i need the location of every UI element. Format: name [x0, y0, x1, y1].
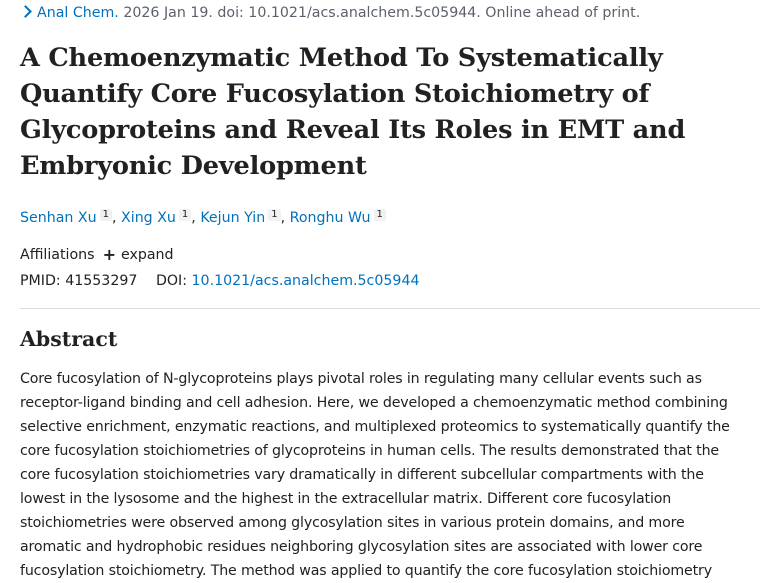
abstract-line: stoichiometries were observed among glycosylation sites in various protein domains, and more: [20, 515, 685, 531]
title-line: A Chemoenzymatic Method To Systematically: [20, 43, 663, 73]
abstract-heading: Abstract: [20, 327, 118, 351]
expand-label: expand: [120, 247, 174, 263]
citation-line: [20, 4, 640, 22]
citation-details: 2026 Jan 19. doi: 10.1021/acs.analchem.5c05944. Online ahead of print.: [118, 5, 641, 21]
author-link[interactable]: Senhan Xu: [20, 210, 97, 226]
author-separator: ,: [280, 210, 290, 226]
abstract-text: [20, 367, 742, 583]
identifiers-row: [20, 271, 420, 291]
abstract-line: aromatic and hydrophobic residues neighboring glycosylation sites are associated with lower core: [20, 539, 703, 555]
title-line: Glycoproteins and Reveal Its Roles in EMT and: [20, 115, 686, 145]
author-link[interactable]: Ronghu Wu: [289, 210, 371, 226]
author-link[interactable]: Kejun Yin: [200, 210, 266, 226]
abstract-line: core fucosylation stoichiometries vary dramatically in different subcellular compartments with the: [20, 467, 704, 483]
abstract-line: lowest in the lysosome and the highest in the extracellular matrix. Different core fucosylation: [20, 491, 672, 507]
journal-link[interactable]: Anal Chem.: [37, 5, 119, 21]
doi-label: DOI:: [155, 273, 187, 289]
doi-link[interactable]: 10.1021/acs.analchem.5c05944: [191, 273, 420, 289]
affiliation-ref[interactable]: 1: [179, 209, 191, 221]
title-line: Embryonic Development: [20, 151, 367, 181]
expand-affiliations-button[interactable]: [103, 247, 174, 263]
author-separator: ,: [191, 210, 201, 226]
affiliation-ref[interactable]: 1: [374, 209, 386, 221]
plus-icon: +: [102, 245, 116, 264]
pmid-label: PMID:: [20, 273, 61, 289]
affiliations-row: [20, 244, 174, 265]
abstract-line: selective enrichment, enzymatic reactions, and multiplexed proteomics to systematically quantify the: [20, 419, 730, 435]
author-list: [20, 208, 386, 228]
affiliations-label: Affiliations: [20, 247, 95, 263]
section-divider: [20, 308, 760, 309]
abstract-line: core fucosylation stoichiometries of glycoproteins in human cells. The results demonstrated that the: [20, 443, 719, 459]
author-separator: ,: [112, 210, 122, 226]
author-link[interactable]: Xing Xu: [121, 210, 176, 226]
affiliation-ref[interactable]: 1: [100, 209, 112, 221]
abstract-line: receptor-ligand binding and cell adhesion. Here, we developed a chemoenzymatic method combining: [20, 395, 728, 411]
title-line: Quantify Core Fucosylation Stoichiometry of: [20, 79, 650, 109]
affiliation-ref[interactable]: 1: [268, 209, 280, 221]
chevron-right-icon[interactable]: [19, 5, 32, 18]
abstract-line: Core fucosylation of N-glycoproteins plays pivotal roles in regulating many cellular events such as: [20, 371, 702, 387]
article-title: [20, 40, 740, 184]
pmid-value: 41553297: [65, 273, 138, 289]
abstract-line: fucosylation stoichiometry. The method was applied to quantify the core fucosylation stoichiometry: [20, 563, 712, 579]
